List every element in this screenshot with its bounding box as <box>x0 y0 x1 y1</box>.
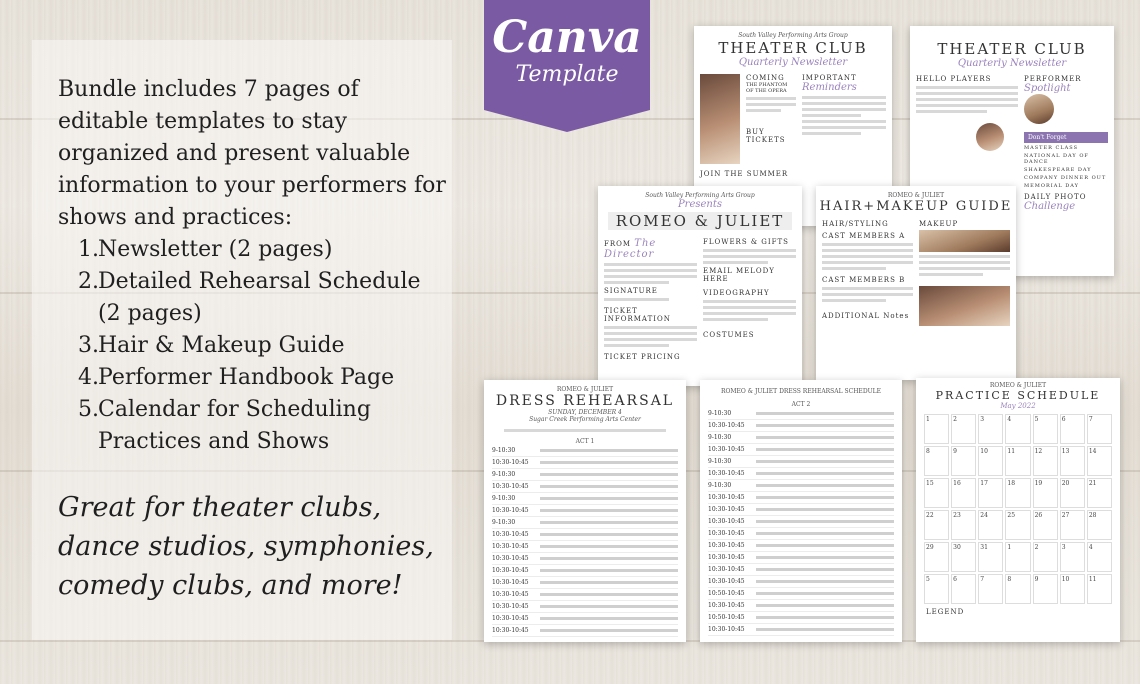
schedule-time: 10:30-10:45 <box>708 542 745 549</box>
schedule-detail <box>756 448 894 451</box>
calendar-day: 4 <box>1005 414 1030 444</box>
calendar-day: 2 <box>1033 542 1058 572</box>
schedule-detail <box>756 484 894 487</box>
rehearsal2-title: ROMEO & JULIET DRESS REHEARSAL SCHEDULE <box>720 388 882 395</box>
schedule-row <box>492 553 678 565</box>
calendar-day: 22 <box>924 510 949 540</box>
schedule-time: 10:30-10:45 <box>492 627 529 634</box>
calendar-day: 24 <box>978 510 1003 540</box>
schedule-detail <box>540 509 678 512</box>
schedule-detail <box>540 521 678 524</box>
schedule-row <box>492 565 678 577</box>
calendar-day: 10 <box>978 446 1003 476</box>
schedule-time: 10:50-10:45 <box>708 590 745 597</box>
calendar-day: 6 <box>1060 414 1085 444</box>
spotlight-photo <box>1024 94 1054 124</box>
schedule-time: 10:30-10:45 <box>708 566 745 573</box>
hair-top: ROMEO & JULIET <box>887 192 945 199</box>
schedule-detail <box>756 496 894 499</box>
schedule-row <box>492 529 678 541</box>
schedule-time: 9-10:30 <box>492 471 516 478</box>
canva-badge <box>484 0 650 110</box>
show-name: THE PHANTOM OF THE OPERA <box>746 82 788 94</box>
signature-heading: SIGNATURE <box>604 287 658 295</box>
hair-makeup-page <box>816 186 1016 380</box>
schedule-time: 9-10:30 <box>708 482 732 489</box>
spotlight-heading: Spotlight <box>1024 83 1071 94</box>
calendar-day: 3 <box>1060 542 1085 572</box>
hair-title: HAIR+MAKEUP GUIDE <box>819 199 1013 214</box>
hello-heading: HELLO PLAYERS <box>916 75 992 83</box>
calendar-day: 30 <box>951 542 976 572</box>
list-label: Newsletter (2 pages) <box>98 237 333 262</box>
schedule-row <box>708 504 894 516</box>
act-label: ACT 1 <box>575 438 595 445</box>
makeup-photo <box>919 230 1010 252</box>
schedule-detail <box>756 436 894 439</box>
challenge-heading: Challenge <box>1024 201 1076 212</box>
calendar-grid <box>916 410 1120 608</box>
event-national: NATIONAL DAY OF DANCE <box>1024 153 1089 165</box>
schedule-row <box>708 444 894 456</box>
calendar-day: 21 <box>1087 478 1112 508</box>
costumes-heading: COSTUMES <box>703 331 755 339</box>
calendar-day: 26 <box>1033 510 1058 540</box>
list-item <box>78 330 438 362</box>
handbook-page <box>598 186 802 386</box>
calendar-day: 16 <box>951 478 976 508</box>
coming-heading: COMING <box>746 74 785 82</box>
schedule-time: 9-10:30 <box>708 410 732 417</box>
schedule-detail <box>756 508 894 511</box>
schedule-row <box>708 552 894 564</box>
schedule-row <box>492 541 678 553</box>
schedule-detail <box>756 412 894 415</box>
calendar-day: 7 <box>978 574 1003 604</box>
newsletter-title: THEATER CLUB <box>937 40 1087 58</box>
schedule-detail <box>756 568 894 571</box>
list-number: 5. <box>78 397 99 422</box>
schedule-time: 10:30-10:45 <box>708 518 745 525</box>
schedule-row <box>708 432 894 444</box>
tagline: Great for theater clubs, dance studios, symphonies, comedy clubs, and more! <box>58 492 434 601</box>
schedule-detail <box>756 580 894 583</box>
practice-page <box>916 378 1120 642</box>
schedule-row <box>708 540 894 552</box>
schedule-time: 10:30-10:45 <box>492 543 529 550</box>
schedule-time: 9-10:30 <box>492 495 516 502</box>
schedule-row <box>708 480 894 492</box>
cast-b-heading: CAST MEMBERS B <box>822 276 906 284</box>
schedule-row <box>492 445 678 457</box>
schedule-row <box>708 600 894 612</box>
hair-heading: HAIR/STYLING <box>822 220 889 228</box>
schedule-time: 10:30-10:45 <box>492 531 529 538</box>
calendar-day: 13 <box>1060 446 1085 476</box>
schedule-detail <box>756 616 894 619</box>
calendar-day: 8 <box>1005 574 1030 604</box>
schedule-rows <box>484 445 686 637</box>
buy-tickets-heading: BUY TICKETS <box>746 128 786 144</box>
rehearsal-top: ROMEO & JULIET <box>556 386 614 393</box>
calendar-day: 20 <box>1060 478 1085 508</box>
practice-title: PRACTICE SCHEDULE <box>935 389 1101 402</box>
event-master: MASTER CLASS <box>1024 145 1079 151</box>
schedule-detail <box>540 533 678 536</box>
reminders-heading: Reminders <box>802 82 857 93</box>
schedule-rows <box>700 408 902 636</box>
schedule-detail <box>756 556 894 559</box>
newsletter-subtitle: Quarterly Newsletter <box>957 58 1067 69</box>
member-avatar <box>976 123 1004 151</box>
schedule-detail <box>756 520 894 523</box>
schedule-detail <box>756 532 894 535</box>
schedule-row <box>492 625 678 637</box>
rehearsal-title: DRESS REHEARSAL <box>495 393 675 409</box>
schedule-row <box>492 469 678 481</box>
event-memorial: MEMORIAL DAY <box>1024 183 1079 189</box>
actor-photo <box>700 74 740 164</box>
schedule-time: 10:30-10:45 <box>492 591 529 598</box>
practice-top: ROMEO & JULIET <box>989 382 1047 389</box>
schedule-detail <box>756 460 894 463</box>
calendar-day: 7 <box>1087 414 1112 444</box>
schedule-row <box>708 516 894 528</box>
newsletter-title: THEATER CLUB <box>718 39 868 57</box>
calendar-day: 15 <box>924 478 949 508</box>
schedule-row <box>708 492 894 504</box>
schedule-detail <box>540 617 678 620</box>
schedule-row <box>492 505 678 517</box>
calendar-day: 27 <box>1060 510 1085 540</box>
schedule-time: 10:30-10:45 <box>708 470 745 477</box>
schedule-detail <box>540 629 678 632</box>
schedule-detail <box>540 557 678 560</box>
makeup-photo-2 <box>919 286 1010 326</box>
cast-a-heading: CAST MEMBERS A <box>822 232 906 240</box>
rehearsal-place: Sugar Creek Performing Arts Center <box>529 416 641 423</box>
calendar-day: 5 <box>1033 414 1058 444</box>
calendar-day: 5 <box>924 574 949 604</box>
schedule-row <box>492 517 678 529</box>
schedule-time: 10:30-10:45 <box>708 494 745 501</box>
list-label: Calendar for Scheduling Practices and Shows <box>98 397 371 454</box>
list-number: 2. <box>78 269 99 294</box>
schedule-detail <box>540 449 678 452</box>
bundle-list <box>78 234 438 458</box>
schedule-time: 10:30-10:45 <box>492 579 529 586</box>
schedule-row <box>708 420 894 432</box>
badge-brand: Canva <box>492 12 642 63</box>
calendar-day: 31 <box>978 542 1003 572</box>
schedule-time: 10:30-10:45 <box>708 506 745 513</box>
notes-heading: ADDITIONAL Notes <box>822 312 910 320</box>
calendar-day: 11 <box>1005 446 1030 476</box>
performer-heading: PERFORMER <box>1024 75 1082 83</box>
schedule-time: 10:30-10:45 <box>708 626 745 633</box>
list-item <box>78 394 438 458</box>
schedule-time: 10:30-10:45 <box>492 483 529 490</box>
calendar-day: 29 <box>924 542 949 572</box>
daily-heading: DAILY PHOTO <box>1024 193 1087 201</box>
schedule-detail <box>756 424 894 427</box>
list-number: 1. <box>78 237 99 262</box>
schedule-time: 10:30-10:45 <box>708 446 745 453</box>
schedule-row <box>708 456 894 468</box>
list-item <box>78 266 438 330</box>
schedule-time: 10:30-10:45 <box>708 578 745 585</box>
from-heading: FROM <box>604 240 632 248</box>
schedule-detail <box>756 472 894 475</box>
calendar-day: 17 <box>978 478 1003 508</box>
schedule-row <box>492 589 678 601</box>
schedule-detail <box>540 497 678 500</box>
calendar-day: 14 <box>1087 446 1112 476</box>
schedule-detail <box>540 593 678 596</box>
schedule-time: 10:30-10:45 <box>708 530 745 537</box>
schedule-detail <box>540 485 678 488</box>
flowers-heading: FLOWERS & GIFTS <box>703 238 789 246</box>
schedule-detail <box>540 545 678 548</box>
rehearsal-page-2 <box>700 380 902 642</box>
schedule-row <box>492 613 678 625</box>
schedule-time: 10:30-10:45 <box>492 507 529 514</box>
list-label: Hair & Makeup Guide <box>98 333 345 358</box>
schedule-row <box>492 493 678 505</box>
schedule-row <box>708 468 894 480</box>
ticket-heading: TICKET INFORMATION <box>604 307 671 323</box>
schedule-time: 10:30-10:45 <box>492 567 529 574</box>
makeup-heading: MAKEUP <box>919 220 959 228</box>
schedule-detail <box>540 461 678 464</box>
calendar-day: 2 <box>951 414 976 444</box>
calendar-day: 12 <box>1033 446 1058 476</box>
list-label: Performer Handbook Page <box>98 365 395 390</box>
schedule-detail <box>540 581 678 584</box>
org-name: South Valley Performing Arts Group <box>738 32 848 39</box>
dont-forget-banner: Don't Forget <box>1024 132 1108 143</box>
calendar-day: 8 <box>924 446 949 476</box>
schedule-detail <box>756 592 894 595</box>
schedule-time: 10:30-10:45 <box>492 615 529 622</box>
schedule-time: 10:30-10:45 <box>708 422 745 429</box>
schedule-time: 9-10:30 <box>492 447 516 454</box>
schedule-detail <box>756 604 894 607</box>
schedule-row <box>492 457 678 469</box>
calendar-day: 1 <box>924 414 949 444</box>
schedule-detail <box>540 473 678 476</box>
org-name: South Valley Performing Arts Group <box>645 192 755 199</box>
calendar-day: 1 <box>1005 542 1030 572</box>
schedule-time: 10:30-10:45 <box>708 602 745 609</box>
calendar-day: 9 <box>951 446 976 476</box>
schedule-detail <box>756 628 894 631</box>
calendar-day: 19 <box>1033 478 1058 508</box>
calendar-day: 4 <box>1087 542 1112 572</box>
schedule-row <box>708 408 894 420</box>
pricing-heading: TICKET PRICING <box>604 353 681 361</box>
schedule-time: 10:30-10:45 <box>492 555 529 562</box>
schedule-time: 10:50-10:45 <box>708 614 745 621</box>
list-item <box>78 234 438 266</box>
schedule-time: 10:30-10:45 <box>492 603 529 610</box>
schedule-time: 9-10:30 <box>708 434 732 441</box>
intro-text: Bundle includes 7 pages of editable templates to stay organized and present valuable information to your performers for shows and practices: <box>58 77 446 230</box>
schedule-row <box>708 588 894 600</box>
calendar-day: 10 <box>1060 574 1085 604</box>
calendar-day: 23 <box>951 510 976 540</box>
newsletter-subtitle: Quarterly Newsletter <box>738 57 848 68</box>
join-heading: JOIN THE SUMMER <box>700 170 789 178</box>
calendar-day: 11 <box>1087 574 1112 604</box>
rehearsal-page <box>484 380 686 642</box>
schedule-row <box>708 612 894 624</box>
schedule-row <box>492 601 678 613</box>
schedule-time: 10:30-10:45 <box>492 459 529 466</box>
schedule-row <box>708 576 894 588</box>
schedule-detail <box>540 569 678 572</box>
director-heading: The Director <box>604 238 657 260</box>
list-number: 3. <box>78 333 99 358</box>
schedule-detail <box>756 544 894 547</box>
calendar-day: 28 <box>1087 510 1112 540</box>
calendar-day: 18 <box>1005 478 1030 508</box>
presents-label: Presents <box>677 199 723 210</box>
email-heading: EMAIL MELODY HERE <box>703 267 775 283</box>
event-dinner: COMPANY DINNER OUT <box>1024 175 1107 181</box>
practice-month: May 2022 <box>1000 402 1036 410</box>
calendar-day: 6 <box>951 574 976 604</box>
calendar-day: 25 <box>1005 510 1030 540</box>
schedule-row <box>492 577 678 589</box>
schedule-row <box>708 564 894 576</box>
schedule-row <box>708 624 894 636</box>
rehearsal-date: SUNDAY, DECEMBER 4 <box>548 409 622 416</box>
important-heading: IMPORTANT <box>802 74 857 82</box>
schedule-row <box>708 528 894 540</box>
schedule-time: 10:30-10:45 <box>708 554 745 561</box>
act2-label: ACT 2 <box>791 401 811 408</box>
handbook-title: ROMEO & JULIET <box>608 212 792 230</box>
schedule-time: 9-10:30 <box>708 458 732 465</box>
legend-label: LEGEND <box>926 608 965 616</box>
badge-sub: Template <box>515 62 619 87</box>
calendar-day: 3 <box>978 414 1003 444</box>
list-item <box>78 362 438 394</box>
event-shakespeare: SHAKESPEARE DAY <box>1024 167 1092 173</box>
schedule-time: 9-10:30 <box>492 519 516 526</box>
schedule-detail <box>540 605 678 608</box>
list-label: Detailed Rehearsal Schedule (2 pages) <box>98 269 421 326</box>
calendar-day: 9 <box>1033 574 1058 604</box>
list-number: 4. <box>78 365 99 390</box>
video-heading: VIDEOGRAPHY <box>703 289 770 297</box>
schedule-row <box>492 481 678 493</box>
